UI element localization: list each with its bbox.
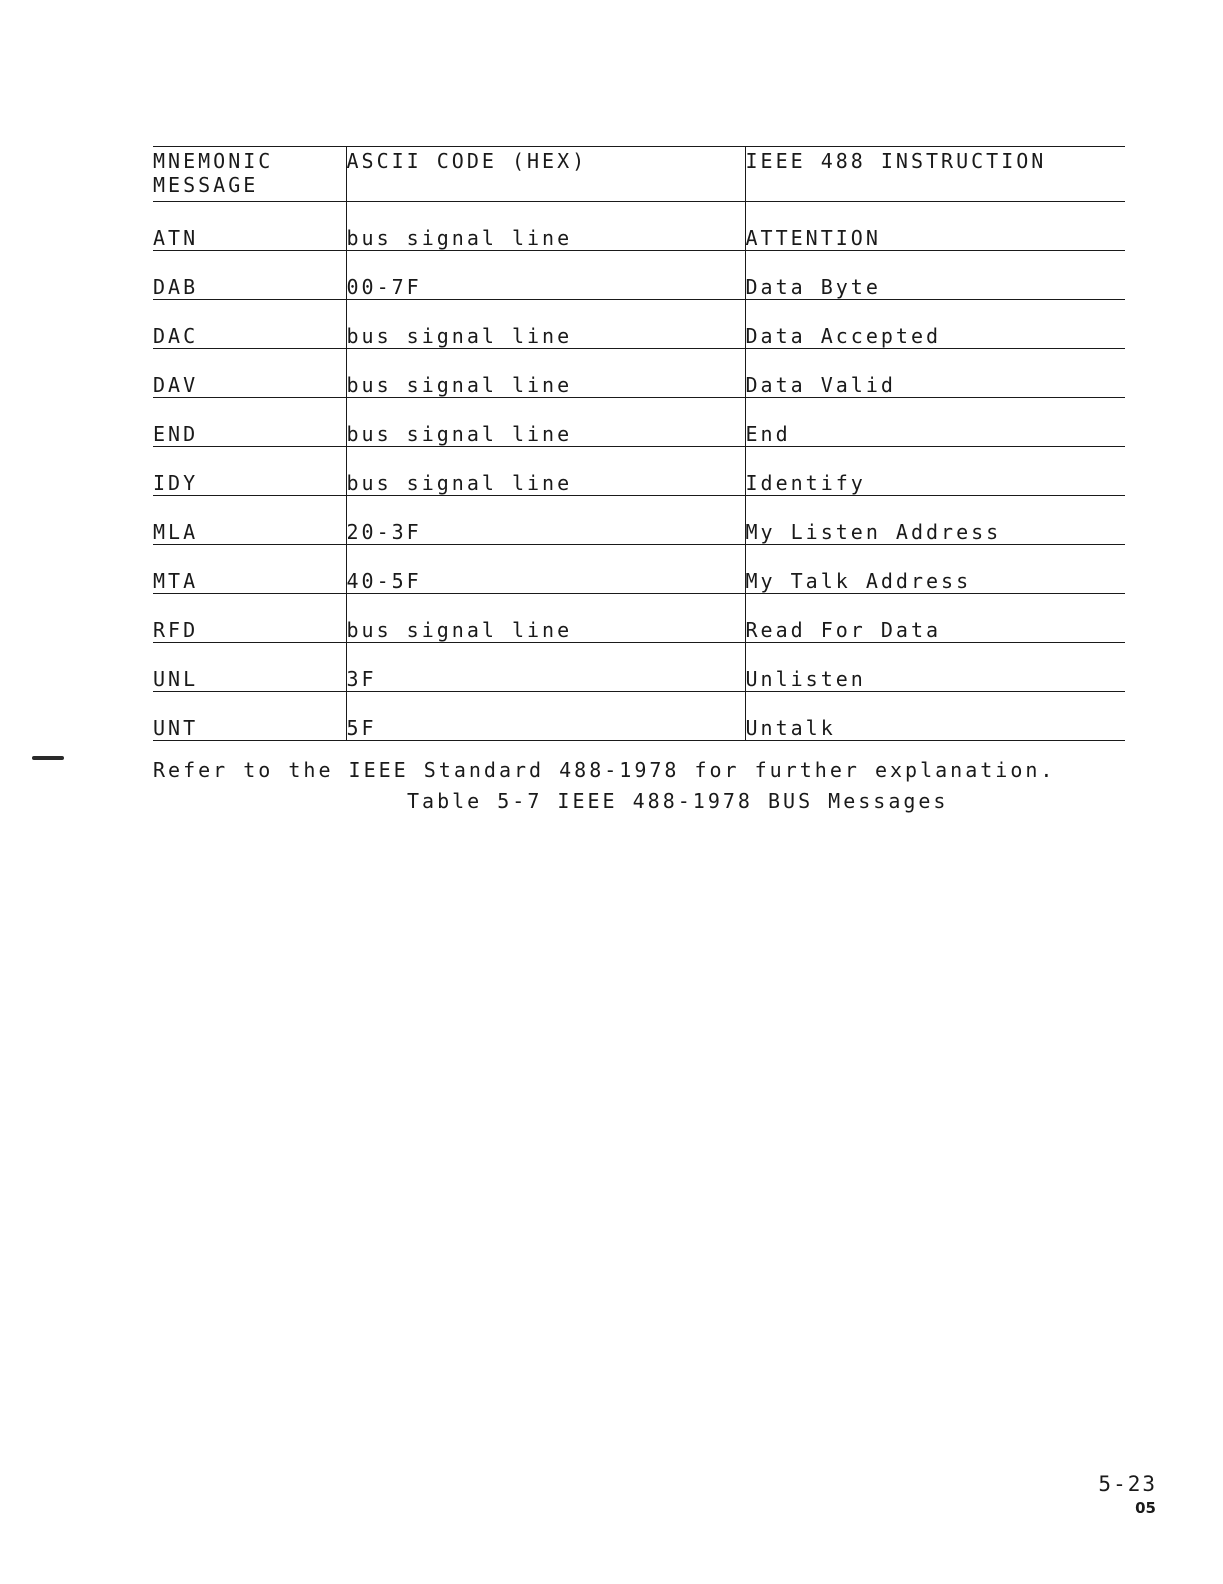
table-row [153, 398, 1125, 447]
table-row [153, 447, 1125, 496]
cell-ascii: bus signal line [346, 349, 745, 398]
cell-instruction: Data Accepted [745, 300, 1125, 349]
table-row [153, 349, 1125, 398]
cell-instruction: End [745, 398, 1125, 447]
header-mnemonic-line2: MESSAGE [153, 173, 259, 197]
cell-mnemonic: MLA [153, 496, 346, 545]
cell-mnemonic: DAB [153, 251, 346, 300]
table-row [153, 692, 1125, 741]
cell-ascii: bus signal line [346, 447, 745, 496]
cell-mnemonic: END [153, 398, 346, 447]
cell-instruction: Data Valid [745, 349, 1125, 398]
cell-ascii: 00-7F [346, 251, 745, 300]
header-mnemonic-message [153, 147, 346, 202]
cell-instruction: Identify [745, 447, 1125, 496]
cell-instruction: Unlisten [745, 643, 1125, 692]
margin-mark [32, 756, 64, 760]
cell-mnemonic: UNT [153, 692, 346, 741]
cell-mnemonic: DAC [153, 300, 346, 349]
table-row [153, 202, 1125, 251]
header-ieee-instruction: IEEE 488 INSTRUCTION [745, 147, 1125, 202]
cell-mnemonic: DAV [153, 349, 346, 398]
cell-ascii: bus signal line [346, 300, 745, 349]
cell-ascii: bus signal line [346, 202, 745, 251]
table-header-row [153, 147, 1125, 202]
cell-instruction: Untalk [745, 692, 1125, 741]
cell-ascii: 5F [346, 692, 745, 741]
header-mnemonic-line1: MNEMONIC [153, 149, 274, 173]
cell-ascii: bus signal line [346, 398, 745, 447]
cell-mnemonic: MTA [153, 545, 346, 594]
table-caption: Table 5-7 IEEE 488-1978 BUS Messages [407, 789, 949, 813]
cell-mnemonic: IDY [153, 447, 346, 496]
table-row [153, 496, 1125, 545]
cell-instruction: ATTENTION [745, 202, 1125, 251]
header-ascii-code: ASCII CODE (HEX) [346, 147, 745, 202]
cell-ascii: 20-3F [346, 496, 745, 545]
page-number: 5-23 [1098, 1472, 1157, 1496]
table-row [153, 594, 1125, 643]
bus-messages-table [153, 146, 1125, 741]
revision-code: 05 [1135, 1499, 1156, 1517]
reference-note: Refer to the IEEE Standard 488-1978 for further explanation. [153, 758, 1056, 782]
table-row [153, 643, 1125, 692]
cell-ascii: 40-5F [346, 545, 745, 594]
cell-instruction: Data Byte [745, 251, 1125, 300]
cell-instruction: Read For Data [745, 594, 1125, 643]
cell-ascii: 3F [346, 643, 745, 692]
cell-ascii: bus signal line [346, 594, 745, 643]
table-row [153, 300, 1125, 349]
table-row [153, 251, 1125, 300]
cell-mnemonic: UNL [153, 643, 346, 692]
table-row [153, 545, 1125, 594]
cell-instruction: My Talk Address [745, 545, 1125, 594]
cell-mnemonic: ATN [153, 202, 346, 251]
cell-mnemonic: RFD [153, 594, 346, 643]
cell-instruction: My Listen Address [745, 496, 1125, 545]
